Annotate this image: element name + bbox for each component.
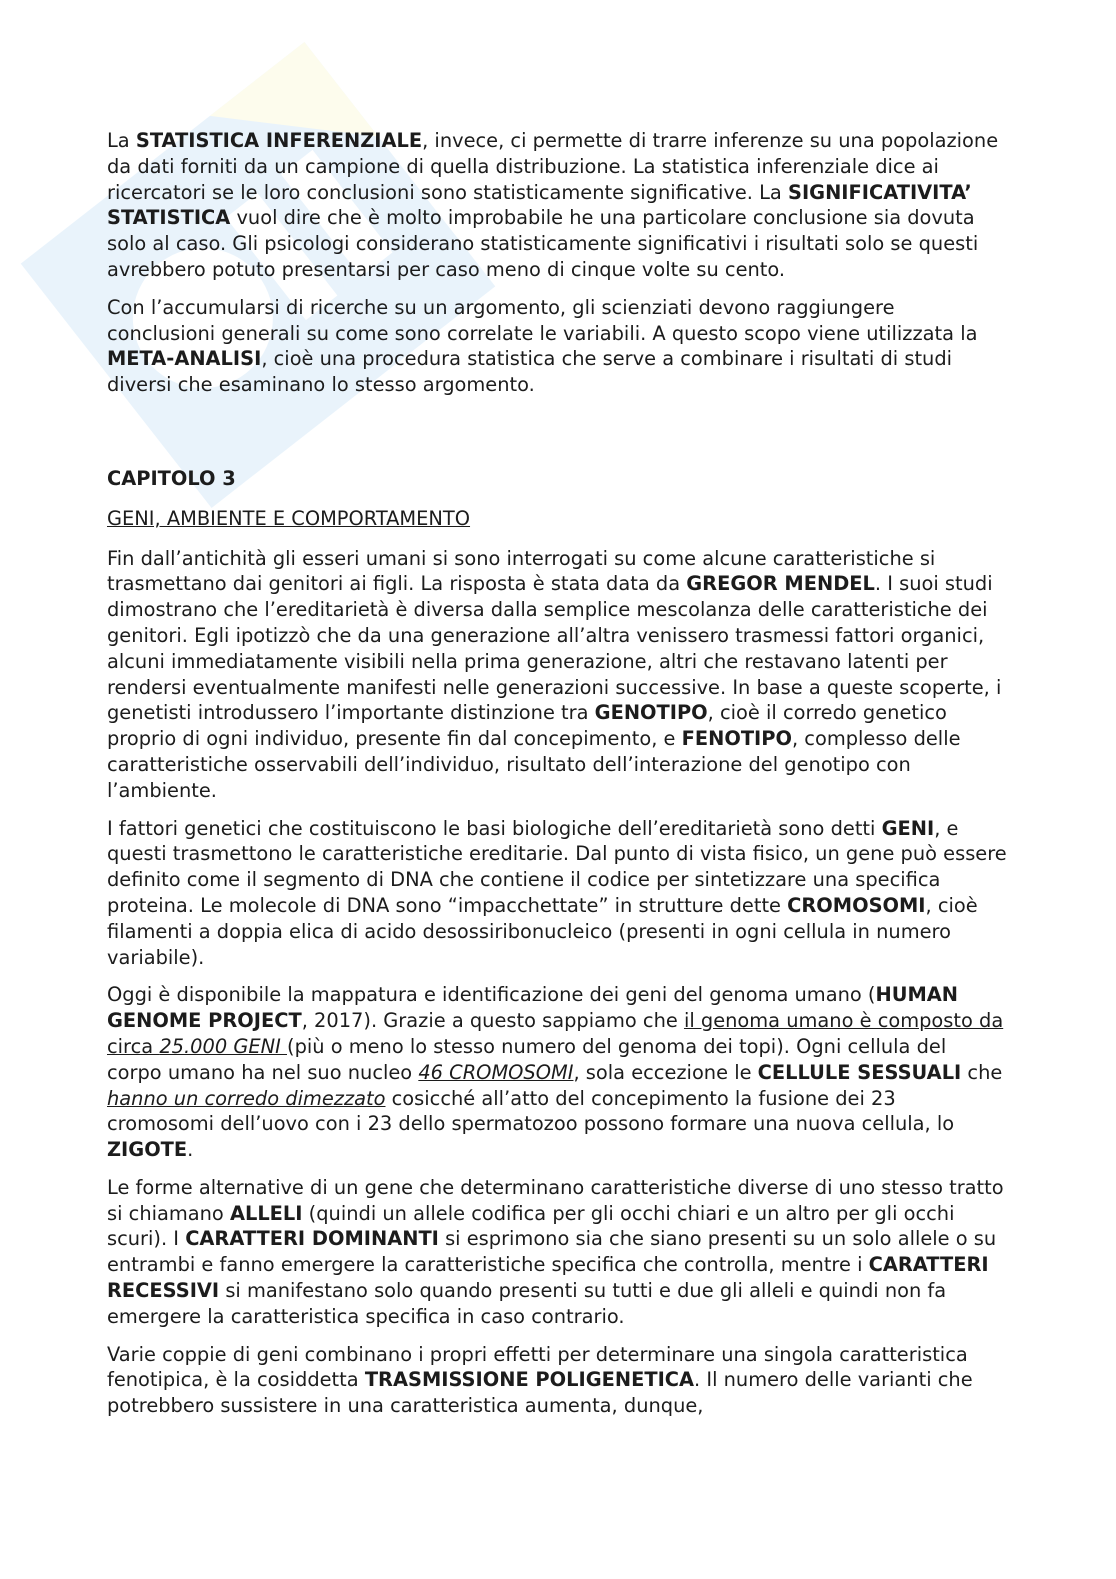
text-run: , sola eccezione le xyxy=(573,1060,758,1084)
bold-term: GENOTIPO xyxy=(594,701,708,725)
text-run: , complesso delle caratteristiche osservabili dell’individuo, risultato dell’interazione del genotipo con l’ambiente. xyxy=(107,727,961,802)
chapter-title: CAPITOLO 3 xyxy=(107,466,236,490)
text-run: cosicché all’atto del concepimento la fusione dei 23 cromosomi dell’uovo con i 23 dello spermatozoo possono formare una nuova cellula, lo xyxy=(107,1086,955,1136)
text-run: Le forme alternative di un gene che determinano caratteristiche diverse di uno stesso tratto si chiamano xyxy=(107,1175,1004,1225)
bold-term: ALLELI xyxy=(229,1201,303,1225)
text-run: (più o meno lo stesso numero del genoma dei topi). Ogni cellula del corpo umano ha nel suo nucleo xyxy=(107,1034,947,1084)
text-run: hanno un corredo dimezzato xyxy=(107,1086,386,1110)
text-run: Varie coppie di geni combinano i propri effetti per determinare una singola caratteristica fenotipica, è la cosiddetta xyxy=(107,1342,968,1392)
text-run: , cioè il corredo genetico proprio di ogni individuo, presente fin dal concepimento, e xyxy=(107,701,947,751)
bold-term: GREGOR MENDEL xyxy=(686,572,875,596)
text-run: . xyxy=(187,1138,194,1162)
paragraph xyxy=(107,295,1007,398)
text-run: I fattori genetici che costituiscono le basi biologiche dell’ereditarietà sono detti xyxy=(107,816,882,840)
paragraph xyxy=(107,128,1007,283)
bold-term: CARATTERI DOMINANTI xyxy=(185,1227,439,1251)
text-run: La xyxy=(107,129,136,152)
text-run: il genoma umano è composto da circa xyxy=(107,1009,1004,1058)
text-run: , invece, ci permette di trarre inferenze su una popolazione da dati forniti da un campione di quella distribuzione. La statistica inferenziale dice ai ricercatori se le loro conclusioni sono statisticamente significative. La xyxy=(107,129,999,204)
text-run: (quindi un allele codifica per gli occhi chiari e un altro per gli occhi scuri). I xyxy=(107,1201,955,1251)
bold-term: META-ANALISI xyxy=(107,347,262,371)
bold-term: ZIGOTE xyxy=(107,1138,188,1162)
text-run: , e questi trasmettono le caratteristiche ereditarie. Dal punto di vista fisico, un gene può essere definito come il segmento di DNA che contiene il codice per sintetizzare una specifica proteina. Le molecole di DNA sono “impacchettate” in strutture dette xyxy=(107,816,1007,917)
text-run: si esprimono sia che siano presenti su un solo allele o su entrambi e fanno emergere la caratteristiche specifica che controlla, mentre i xyxy=(107,1227,997,1277)
text-run: Fin dall’antichità gli esseri umani si sono interrogati su come alcune caratteristiche si trasmettano dai genitori ai figli. La risposta è stata data da xyxy=(107,546,936,596)
chapter-subtitle: GENI, AMBIENTE E COMPORTAMENTO xyxy=(107,506,471,530)
bold-term: GENI xyxy=(881,816,935,840)
paragraph xyxy=(107,816,1007,971)
text-run: che xyxy=(961,1060,1003,1084)
bold-term: CELLULE SESSUALI xyxy=(757,1060,962,1084)
document-page xyxy=(107,128,1007,1431)
bold-term: FENOTIPO xyxy=(681,727,792,751)
text-run: , cioè una procedura statistica che serve a combinare i risultati di studi diversi che esaminano lo stesso argomento. xyxy=(107,347,953,397)
bold-term: TRASMISSIONE POLIGENETICA xyxy=(364,1368,695,1392)
text-run: Con l’accumularsi di ricerche su un argomento, gli scienziati devono raggiungere conclusioni generali su come sono correlate le variabili. A questo scopo viene utilizzata la xyxy=(107,295,978,345)
text-run: 46 CROMOSOMI xyxy=(418,1060,574,1084)
paragraph xyxy=(107,1342,1007,1419)
text-run: , 2017). Grazie a questo sappiamo che xyxy=(301,1009,684,1033)
text-run: . Il numero delle varianti che potrebbero sussistere in una caratteristica aumenta, dunque, xyxy=(107,1368,973,1418)
intro-section xyxy=(107,128,1007,398)
bold-term: CROMOSOMI xyxy=(787,893,926,917)
text-run: si manifestano solo quando presenti su tutti e due gli alleli e quindi non fa emergere la caratteristica specifica in caso contrario. xyxy=(107,1279,947,1328)
paragraph xyxy=(107,546,1007,804)
bold-term: CARATTERI RECESSIVI xyxy=(107,1253,989,1303)
text-run: , cioè filamenti a doppia elica di acido desossiribonucleico (presenti in ogni cellula in numero variabile). xyxy=(107,893,978,969)
bold-term: SIGNIFICATIVITA’ STATISTICA xyxy=(107,180,972,230)
text-run: 25.000 GENI xyxy=(159,1034,287,1058)
paragraph xyxy=(107,982,1007,1163)
paragraph xyxy=(107,1175,1007,1330)
bold-term: STATISTICA INFERENZIALE xyxy=(135,129,423,152)
text-run: vuol dire che è molto improbabile he una particolare conclusione sia dovuta solo al caso. Gli psicologi considerano statisticamente significativi i risultati solo se questi avrebbero potuto presentarsi per caso meno di cinque volte su cento. xyxy=(107,206,979,281)
chapter-body xyxy=(107,546,1007,1420)
text-run: . I suoi studi dimostrano che l’ereditarietà è diversa dalla semplice mescolanza delle caratteristiche dei genitori. Egli ipotizzò che da una generazione all’altra venissero trasmessi fattori organici, alcuni immediatamente visibili nella prima generazione, altri che restavano latenti per rendersi eventualmente manifesti nelle generazioni successive. In base a queste scoperte, i genetisti introdussero l’importante distinzione tra xyxy=(107,572,1002,725)
bold-term: HUMAN GENOME PROJECT xyxy=(107,983,958,1033)
text-run: Oggi è disponibile la mappatura e identificazione dei geni del genoma umano ( xyxy=(107,983,876,1007)
